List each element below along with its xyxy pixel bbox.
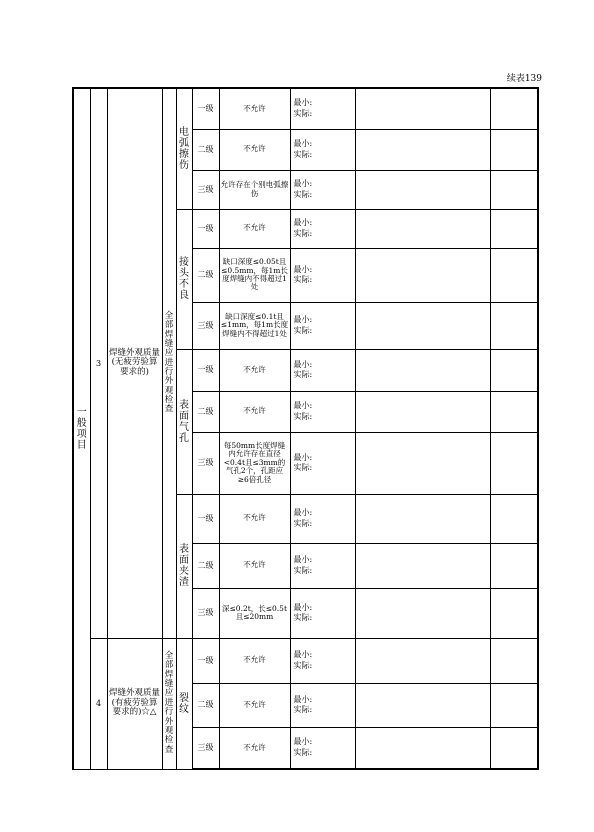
grade-cell [192, 129, 219, 170]
actual-cell [290, 209, 355, 248]
record-cell [355, 170, 490, 209]
actual-label: 实际: [293, 370, 313, 379]
min-label: 最小: [293, 694, 313, 704]
standard-cell [219, 494, 290, 543]
grade-cell [192, 209, 219, 248]
grade-label: 一级 [197, 655, 214, 665]
grade-label: 二级 [197, 560, 214, 570]
actual-cell [290, 727, 355, 769]
standard-cell [219, 727, 290, 769]
defect-cell [176, 349, 192, 494]
standard-text: 每50mm长度焊缝内允许存在直径<0.4t且≤3mm的气孔2个，孔距应≥6倍孔径 [223, 441, 286, 484]
actual-cell [290, 543, 355, 588]
result-cell [490, 248, 538, 302]
grade-cell [192, 391, 219, 432]
standard-text: 不允许 [243, 560, 266, 570]
min-label: 最小: [293, 737, 313, 747]
record-cell [355, 588, 490, 638]
min-label: 最小: [293, 179, 313, 189]
result-cell [490, 683, 538, 727]
category-cell [73, 88, 90, 769]
defect-name: 表面夹渣 [179, 544, 189, 588]
grade-label: 一级 [197, 223, 214, 233]
standard-cell [219, 349, 290, 391]
grade-cell [192, 683, 219, 727]
standard-text: 不允许 [243, 699, 266, 709]
result-cell [490, 391, 538, 432]
actual-cell [290, 432, 355, 494]
defect-name: 电弧擦伤 [179, 126, 189, 171]
standard-text: 不允许 [243, 655, 266, 665]
record-cell [355, 494, 490, 543]
grade-label: 二级 [197, 700, 214, 710]
record-cell [355, 209, 490, 248]
standard-cell [219, 391, 290, 432]
defect-name: 接头不良 [179, 257, 189, 301]
standard-text: 缺口深度≤0.05t且≤0.5mm，每1m长度焊缝内不得超过1处 [221, 257, 288, 292]
item-name: 焊缝外观质量(无疲劳验算要求的) [108, 347, 160, 378]
actual-label: 实际: [293, 518, 313, 528]
item-number-cell [90, 88, 107, 638]
actual-cell [290, 248, 355, 302]
standard-text: 不允许 [243, 223, 266, 233]
standard-cell [219, 683, 290, 727]
grade-cell [192, 588, 219, 638]
standard-cell [219, 588, 290, 638]
standard-text: 深≤0.2t，长≤0.5t且≤20mm [222, 603, 287, 621]
actual-label: 实际: [293, 660, 313, 670]
defect-cell [176, 638, 192, 769]
grade-label: 三级 [197, 743, 214, 753]
actual-cell [290, 588, 355, 638]
min-label: 最小: [293, 218, 313, 228]
result-cell [490, 349, 538, 391]
actual-cell [290, 170, 355, 209]
result-cell [490, 543, 538, 588]
actual-label: 实际: [293, 149, 313, 159]
record-cell [355, 391, 490, 432]
grade-label: 一级 [197, 365, 214, 375]
item-number: 4 [95, 698, 102, 708]
grade-label: 一级 [197, 104, 214, 114]
standard-text: 不允许 [243, 513, 266, 523]
defect-name: 表面气孔 [179, 399, 189, 444]
method-text: 全部焊缝应进行外观检查 [164, 310, 174, 415]
grade-label: 三级 [197, 608, 214, 618]
grade-cell [192, 88, 219, 129]
record-cell [355, 638, 490, 683]
grade-cell [192, 302, 219, 349]
actual-cell [290, 638, 355, 683]
defect-cell [176, 88, 192, 209]
grade-label: 二级 [197, 406, 214, 416]
actual-cell [290, 129, 355, 170]
record-cell [355, 302, 490, 349]
actual-cell [290, 683, 355, 727]
min-label: 最小: [293, 401, 313, 411]
min-label: 最小: [293, 264, 313, 274]
standard-text: 缺口深度≤0.1t且≤1mm，每1m长度焊缝内不得超过1处 [220, 311, 289, 338]
min-label: 最小: [293, 452, 313, 462]
grade-label: 二级 [197, 144, 214, 154]
result-cell [490, 302, 538, 349]
record-cell [355, 543, 490, 588]
grade-cell [192, 432, 219, 494]
result-cell [490, 494, 538, 543]
method-cell [162, 88, 176, 638]
actual-label: 实际: [293, 228, 313, 238]
min-label: 最小: [293, 508, 313, 518]
actual-label: 实际: [293, 463, 313, 472]
record-cell [355, 683, 490, 727]
continued-label: 续表139 [506, 74, 542, 84]
grade-cell [192, 170, 219, 209]
standard-cell [219, 129, 290, 170]
min-label: 最小: [293, 98, 313, 108]
method-cell [162, 638, 176, 769]
standard-text: 允许存在个别电弧擦伤 [220, 180, 289, 198]
grade-cell [192, 349, 219, 391]
standard-text: 不允许 [243, 144, 266, 154]
actual-label: 实际: [293, 275, 313, 284]
standard-cell [219, 209, 290, 248]
actual-cell [290, 494, 355, 543]
result-cell [490, 588, 538, 638]
record-cell [355, 349, 490, 391]
grade-cell [192, 543, 219, 588]
min-label: 最小: [293, 602, 313, 612]
actual-label: 实际: [293, 189, 313, 199]
min-label: 最小: [293, 315, 313, 325]
standard-text: 不允许 [243, 364, 266, 374]
result-cell [490, 432, 538, 494]
record-cell [355, 88, 490, 129]
grade-label: 三级 [197, 184, 214, 194]
defect-cell [176, 209, 192, 349]
defect-name: 裂纹 [179, 692, 189, 715]
record-cell [355, 129, 490, 170]
standard-cell [219, 170, 290, 209]
item-number: 3 [95, 358, 102, 368]
grade-label: 三级 [197, 458, 214, 468]
table-row [73, 638, 538, 683]
grade-label: 二级 [197, 270, 214, 280]
grade-cell [192, 248, 219, 302]
record-cell [355, 432, 490, 494]
standard-cell [219, 248, 290, 302]
item-name-cell [107, 638, 162, 769]
actual-label: 实际: [293, 108, 313, 118]
actual-cell [290, 349, 355, 391]
standard-cell [219, 88, 290, 129]
grade-cell [192, 638, 219, 683]
method-text: 全部焊缝应进行外观检查 [164, 651, 174, 755]
actual-cell [290, 302, 355, 349]
item-name-cell [107, 88, 162, 638]
standard-cell [219, 638, 290, 683]
standard-cell [219, 302, 290, 349]
standard-text: 不允许 [243, 406, 266, 416]
record-cell [355, 727, 490, 769]
result-cell [490, 129, 538, 170]
standard-text: 不允许 [243, 742, 266, 752]
inspection-table [72, 87, 539, 770]
standard-text: 不允许 [243, 103, 266, 113]
actual-label: 实际: [293, 705, 313, 714]
actual-label: 实际: [293, 565, 313, 575]
result-cell [490, 88, 538, 129]
standard-cell [219, 432, 290, 494]
standard-cell [219, 543, 290, 588]
grade-cell [192, 727, 219, 769]
result-cell [490, 727, 538, 769]
actual-cell [290, 88, 355, 129]
actual-label: 实际: [293, 411, 313, 421]
min-label: 最小: [293, 650, 313, 660]
min-label: 最小: [293, 359, 313, 369]
result-cell [490, 638, 538, 683]
actual-label: 实际: [293, 325, 313, 335]
actual-label: 实际: [293, 747, 313, 757]
category-label: 一般项目 [76, 406, 87, 451]
actual-cell [290, 391, 355, 432]
defect-cell [176, 494, 192, 638]
grade-label: 三级 [197, 320, 214, 330]
min-label: 最小: [293, 139, 313, 149]
item-name: 焊缝外观质量(有疲劳验算要求的)☆△ [108, 687, 160, 718]
result-cell [490, 209, 538, 248]
grade-label: 一级 [197, 513, 214, 523]
result-cell [490, 170, 538, 209]
grade-cell [192, 494, 219, 543]
item-number-cell [90, 638, 107, 769]
actual-label: 实际: [293, 613, 313, 622]
record-cell [355, 248, 490, 302]
min-label: 最小: [293, 555, 313, 565]
table-row [73, 88, 538, 129]
